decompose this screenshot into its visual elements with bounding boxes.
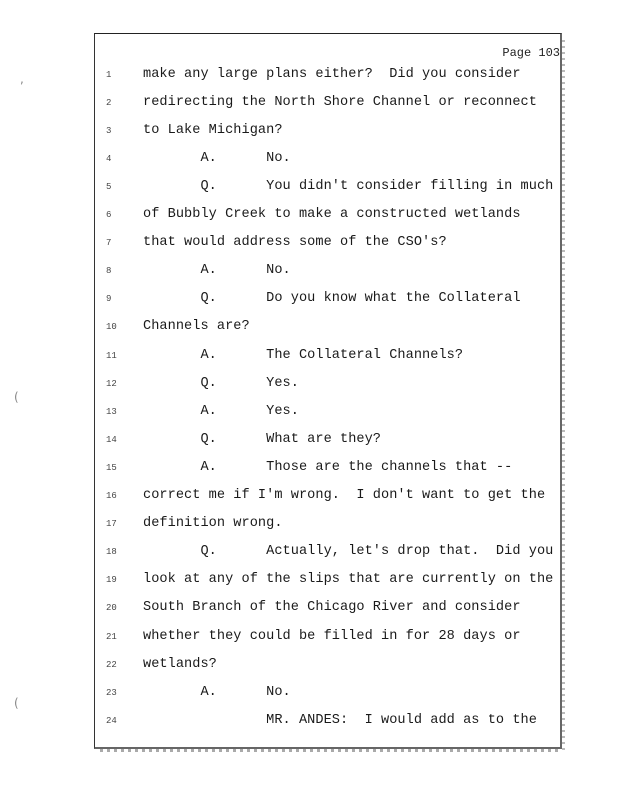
transcript-line-text: A. Those are the channels that -- [143,459,513,475]
transcript-line-text: make any large plans either? Did you consider [143,66,521,82]
line-number: 12 [106,378,117,389]
transcript-line-text: Q. Yes. [143,375,299,391]
line-number: 1 [106,69,112,80]
line-number: 11 [106,350,117,361]
line-number: 3 [106,125,112,136]
line-number: 17 [106,519,117,530]
transcript-line-text: A. No. [143,684,291,700]
transcript-line-text: A. Yes. [143,403,299,419]
scan-mark: , [20,72,24,86]
transcript-line-text: redirecting the North Shore Channel or reconnect [143,94,537,110]
line-number: 18 [106,547,117,558]
transcript-line-text: South Branch of the Chicago River and consider [143,600,521,616]
line-number: 5 [106,181,112,192]
punch-hole-mark: ( [14,390,19,404]
line-number: 15 [106,462,117,473]
transcript-line-text: Q. Actually, let's drop that. Did you [143,544,554,560]
line-number: 16 [106,491,117,501]
line-number: 19 [106,575,117,586]
transcript-line-text: Q. You didn't consider filling in much [143,178,554,194]
line-number: 13 [106,406,117,417]
transcript-line-text: A. No. [143,263,291,279]
line-number: 10 [106,322,117,333]
scan-edge-right [562,40,565,752]
line-number: 2 [106,97,112,108]
transcript-line-text: Q. What are they? [143,431,382,447]
line-number: 4 [106,153,112,164]
line-number: 22 [106,659,117,670]
transcript-line-text: to Lake Michigan? [143,122,283,138]
transcript-line-text: A. The Collateral Channels? [143,347,464,363]
line-number: 14 [106,434,117,445]
line-number: 9 [106,294,112,305]
transcript-line-text: A. No. [143,150,291,166]
transcript-line-text: Channels are? [143,319,250,335]
scan-edge-bottom [100,749,562,752]
line-number: 20 [106,603,117,614]
transcript-line-text: look at any of the slips that are currently on the [143,572,554,588]
transcript-line-text: that would address some of the CSO's? [143,235,447,251]
line-number: 7 [106,238,112,249]
line-number: 23 [106,687,117,698]
transcript-line-text: correct me if I'm wrong. I don't want to get the [143,488,546,503]
transcript-line-text: wetlands? [143,656,217,672]
page-number-header: Page 103 [502,46,560,60]
transcript-line-text: of Bubbly Creek to make a constructed wetlands [143,207,521,222]
transcript-line-text: Q. Do you know what the Collateral [143,291,521,307]
line-number: 6 [106,210,112,220]
line-number: 8 [106,266,112,277]
line-number: 21 [106,631,117,642]
punch-hole-mark: ( [14,696,19,710]
transcript-line-text: whether they could be filled in for 28 days or [143,628,521,644]
transcript-line-text: MR. ANDES: I would add as to the [143,712,537,728]
line-number: 24 [106,715,117,726]
transcript-line-text: definition wrong. [143,516,283,532]
